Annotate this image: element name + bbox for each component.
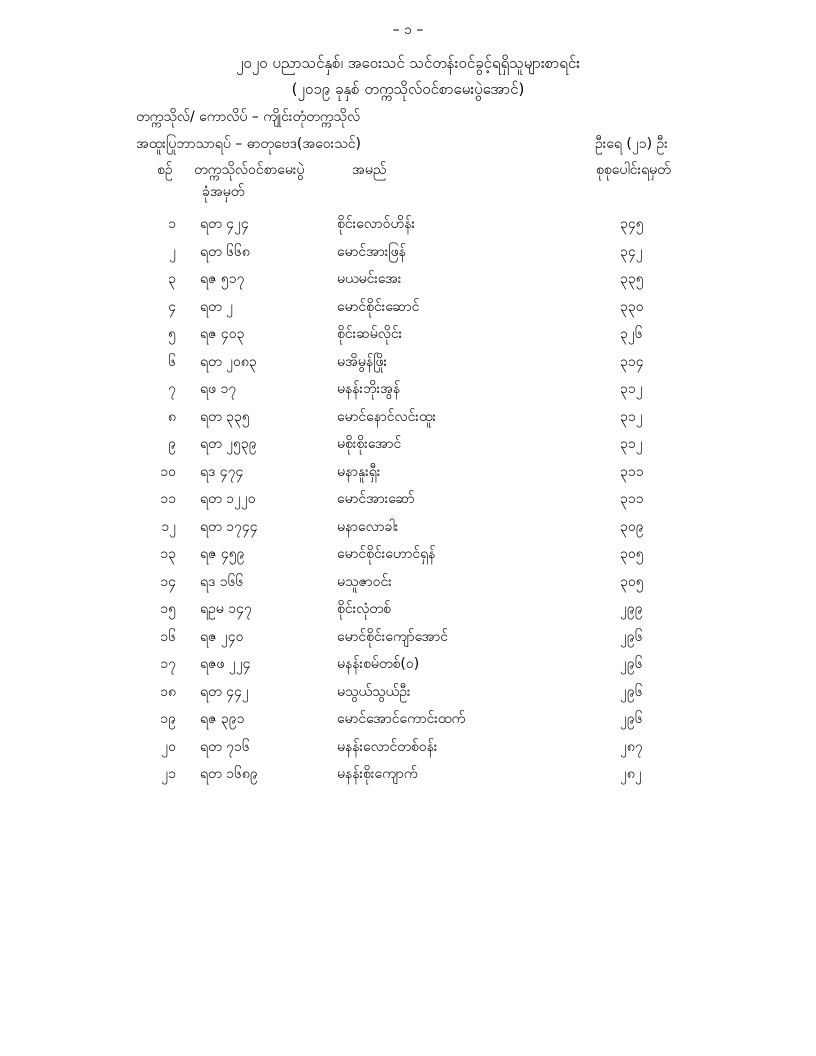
total-marks: ၃၀၉ [620, 518, 644, 535]
roll-number: ရဒ ၁၆၆ [200, 573, 244, 590]
roll-number: ရဒ ၄၇၄ [200, 463, 244, 480]
student-name: မောင်နောင်လင်းထူး [337, 408, 437, 425]
roll-number: ရတ ၁၆၈၉ [200, 766, 258, 782]
total-marks: ၂၉၆ [620, 683, 643, 700]
student-name: မနာနူးရှီး [337, 463, 381, 480]
total-marks: ၃၁၂ [620, 381, 643, 397]
table-row [0, 735, 816, 763]
row-number: ၃ [168, 271, 176, 287]
total-marks: ၃၄၂ [620, 243, 643, 260]
row-number: ၁ [168, 216, 176, 232]
row-number: ၁၉ [160, 711, 176, 727]
total-marks: ၃၁၂ [620, 436, 643, 452]
row-number: ၁၀ [160, 463, 176, 480]
table-row [0, 515, 816, 543]
document-subtitle: (၂၀၁၉ ခုနှစ် တက္ကသိုလ်ဝင်စာမေးပွဲအောင်) [291, 80, 525, 98]
table-row [0, 350, 816, 378]
roll-number: ရတ ၆၆၈ [200, 243, 250, 260]
student-name: မနန်းစမ်တစ်(ဝ) [337, 656, 420, 672]
table-row [0, 597, 816, 625]
total-marks: ၂၈၂ [620, 766, 642, 782]
roll-number: ရဇ ၄၀၃ [200, 326, 245, 342]
table-row [0, 377, 816, 405]
roll-number: ရဖ ၁၇ [200, 381, 237, 397]
total-marks: ၂၉၆ [620, 628, 643, 645]
table-row [0, 432, 816, 460]
total-marks: ၂၈၇ [620, 738, 643, 755]
row-number: ၂ [169, 243, 176, 260]
student-name: မောင်အားဆော် [337, 491, 415, 507]
total-marks: ၃၁၁ [620, 463, 644, 480]
row-number: ၁၇ [160, 656, 176, 672]
row-number: ၉ [168, 436, 176, 452]
table-row [0, 487, 816, 515]
row-number: ၅ [168, 326, 176, 342]
roll-number: ရတ ၃၃၅ [200, 408, 250, 425]
total-marks: ၃၁၄ [620, 353, 644, 370]
roll-number: ရဇ ၂၄၀ [200, 628, 244, 645]
table-row [0, 570, 816, 598]
column-header-roll: တက္ကသိုလ်ဝင်စာမေးပွဲ [194, 162, 305, 178]
student-name: မောင်စိုင်းဆောင် [337, 298, 420, 315]
row-number: ၁၈ [160, 683, 176, 700]
table-row [0, 212, 816, 240]
roll-number: ရတ ၄၄၂ [200, 683, 249, 700]
row-number: ၁၄ [160, 573, 176, 590]
total-marks: ၃၁၁ [620, 491, 644, 507]
major-subject-label: အထူးပြုဘာသာရပ် – ဓာတုဗေဒ(အဝေးသင်) [136, 136, 361, 152]
student-name: မနာလောခါး [337, 518, 399, 535]
university-label: တက္ကသိုလ်/ ကောလိပ် – ကျိုင်းတုံတက္ကသိုလ် [136, 109, 361, 125]
table-row [0, 680, 816, 708]
total-marks: ၃၄၅ [620, 216, 644, 232]
total-marks: ၃၃၅ [620, 271, 644, 287]
row-number: ၁၂ [161, 518, 176, 535]
student-name: မသူဇာဝင်း [337, 573, 392, 590]
table-row [0, 707, 816, 735]
row-number: ၁၅ [160, 601, 176, 617]
student-name: စိုင်းလောဝ်ဟိန်း [337, 216, 416, 232]
row-number: ၈ [168, 408, 176, 425]
student-name: မစိုးစိုးအောင် [337, 436, 402, 452]
table-row [0, 625, 816, 653]
table-row [0, 762, 816, 790]
row-number: ၆ [168, 353, 176, 370]
roll-number: ရတ ၂ [200, 298, 233, 315]
roll-number: ရဇဖ ၂၂၄ [200, 656, 251, 672]
student-name: မနန်းလောင်တစ်ဝန်း [337, 738, 438, 755]
roll-number: ရတ ၁၂၂၀ [200, 491, 256, 507]
column-header-marks: စုစုပေါင်းရမှတ် [596, 162, 671, 178]
table-row [0, 460, 816, 488]
table-row [0, 542, 816, 570]
student-name: မောင်စိုင်းဟောင်ရှန် [337, 546, 436, 562]
student-name: မအိမွန်ဖြိုး [337, 353, 387, 370]
total-marks: ၃၀၅ [620, 573, 644, 590]
row-number: ၁၁ [160, 491, 176, 507]
page-number: – ၁ – [392, 22, 424, 38]
student-name: မနန်းစိုးကျောက် [337, 766, 418, 782]
student-name: စိုင်းဆမ်လိုင်း [337, 326, 403, 342]
roll-number: ရတ ၇၁၆ [200, 738, 250, 755]
total-marks: ၂၉၉ [620, 601, 643, 617]
student-name: မသွယ်သွယ်ဦး [337, 683, 411, 700]
table-row [0, 405, 816, 433]
table-row [0, 295, 816, 323]
roll-number: ရတ ၁၇၄၄ [200, 518, 258, 535]
student-name: မယမင်းအေး [337, 271, 402, 287]
student-list [0, 212, 816, 790]
total-marks: ၂၉၆ [620, 711, 643, 727]
roll-number: ရဇ ၃၉၁ [200, 711, 245, 727]
student-name: မောင်အောင်ကောင်းထက် [337, 711, 466, 727]
roll-number: ရဇ ၅၁၇ [200, 271, 245, 287]
total-marks: ၂၉၆ [620, 656, 643, 672]
row-number: ၂၁ [161, 766, 176, 782]
student-name: မောင်အားဖြန် [337, 243, 406, 260]
student-name: မနန်းဘိုးအွန် [337, 381, 401, 397]
total-marks: ၃၀၅ [620, 546, 644, 562]
column-header-roll-line2: ခုံအမှတ် [202, 184, 245, 200]
row-number: ၁၆ [160, 628, 176, 645]
table-row [0, 240, 816, 268]
total-marks: ၃၂၆ [620, 326, 643, 342]
table-row [0, 322, 816, 350]
student-name: စိုင်းလုံတစ် [337, 601, 391, 617]
table-row [0, 267, 816, 295]
student-count: ဦးရေ (၂၁) ဦး [595, 136, 668, 152]
row-number: ၂၀ [161, 738, 176, 755]
column-header-no: စဉ် [157, 162, 173, 178]
row-number: ၇ [168, 381, 176, 397]
table-row [0, 652, 816, 680]
roll-number: ရတ ၄၂၄ [200, 216, 249, 232]
total-marks: ၃၃၀ [620, 298, 644, 315]
column-header-name: အမည် [352, 162, 387, 178]
total-marks: ၃၁၂ [620, 408, 643, 425]
document-title: ၂၀၂၀ ပညာသင်နှစ်၊ အဝေးသင် သင်တန်းဝင်ခွင့်ရရှိသူများစာရင်း [236, 54, 580, 72]
row-number: ၄ [168, 298, 176, 315]
roll-number: ရဇ ၄၅၉ [200, 546, 245, 562]
roll-number: ရတ ၂၀၈၃ [200, 353, 257, 370]
student-name: မောင်စိုင်းကျော်အောင် [337, 628, 449, 645]
row-number: ၁၃ [160, 546, 176, 562]
roll-number: ရဥမ ၁၄၇ [200, 601, 252, 617]
roll-number: ရတ ၂၅၃၉ [200, 436, 257, 452]
